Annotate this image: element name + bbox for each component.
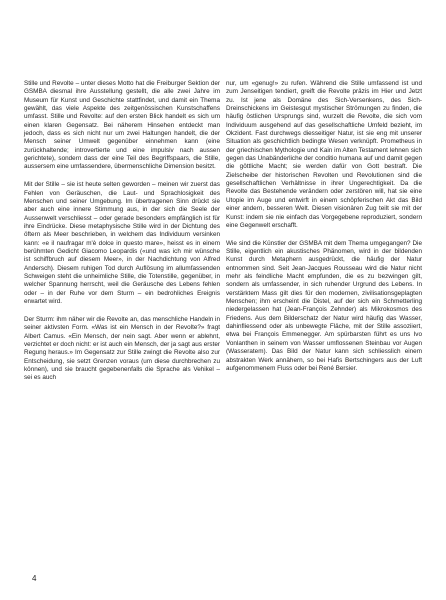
page-number: 4 (32, 574, 37, 583)
paragraph-mit-der-stille: Mit der Stille – sie ist heute selten geworden – meinen wir zuerst das Fehlen von Geräuschen, die Laut- und Sprachlosigkeit des Menschen und seiner Umgebung. Im übertragenen Sinn drückt sie aber auch eine innere Stimmung aus, in der sich die Seele der Aussenwelt verschliesst – oder gerade besonders empfänglich ist für ihre Eindrücke. Diese metaphysische Stille wird in der Dichtung des öftern als Meer beschrieben, in welchem das Individuum versinken kann: «e il naufragar m'è dolce in questo mare», heisst es in einem berühmten Gedicht Giacomo Leopardis («und was ich mir wünsche ist schiffbruch auf diesem Meer», in der Nachdichtung von Alfred Andersch). Diesem ruhigen Tod durch Auflösung im allumfassenden Schweigen steht die unheimliche Stille, die Totenstille, gegenüber, in welcher Spannung herrscht, weil die Geräusche des Lebens fehlen oder – in der Ruhe vor dem Sturm – ein bedrohliches Ereignis erwartet wird. (24, 181, 220, 306)
paragraph-revolte-continuation: nur, um «genug!» zu rufen. Während die Stille umfassend ist und zum Jenseitigen tendiert, greift die Revolte präzis im Hier und Jetzt zu. Ist jene als Domäne des Sich-Versenkens, des Sich-Dreinschickens im Geistesgut mystischer Strömungen zu finden, die häufig östlichen Ursprungs sind, wurzelt die Revolte, die sich vom Individuum ausgehend auf das gesellschaftliche Umfeld bezieht, im Okzident. Fast durchwegs diesseitiger Natur, ist sie eng mit unserer Situation als geschichtlich bedingte Wesen verknüpft. Prometheus in der griechischen Mythologie und Kain im Alten Testament lehnen sich gegen das Unabänderliche der conditio humana auf und damit gegen die göttliche Macht; sie werden dafür von Gott bestraft. Die Zielscheibe der historischen Revolten und Revolutionen sind die gesellschaftlichen Verhältnisse in ihrer Ungerechtigkeit. Da die Revolte das Bestehende verändern oder zerstören will, hat sie eine Utopie im Auge und entwirft in einem schöpferischen Akt das Bild einer andern, besseren Welt. Diesen visionären Zug teilt sie mit der Kunst: indem sie nie einfach das Vorgegebene reproduziert, sondern eine Gegenwelt erschafft. (226, 80, 422, 229)
paragraph-kuenstler-gsmba: Wie sind die Künstler der GSMBA mit dem Thema umgegangen? Die Stille, eigentlich ein akustisches Phänomen, wird in der bildenden Kunst durch Metaphern ausgedrückt, die häufig der Natur entnommen sind. Seit Jean-Jacques Rousseau wird die Natur nicht mehr als feindliche Macht empfunden, die es zu bezwingen gilt, sondern als umfassender, in sich ruhender Urgrund des Lebens. In verstärktem Mass gilt dies für den modernen, zivilisationsgeplagten Menschen; ihm erscheint die Distel, auf der sich ein Schmetterling niedergelassen hat (Jean-François Zehnder) als Mikrokosmos des Friedens. Aus dem Bilderschatz der Natur wird häufig das Wasser, dahinfliessend oder als unbewegte Fläche, mit der Stille assoziiert, etwa bei François Emmenegger. Am spürbarsten führt es uns Ivo Vonlanthen in seinem von Wasser umflossenen Steinbau vor Augen (Wasseratem). Das Bild der Natur kann sich schliesslich einem abstrakten Werk annähern, so bei Hafis Bertschingers aus der Luft aufgenommenem Fluss oder bei René Bersier. (226, 239, 422, 372)
paragraph-der-sturm: Der Sturm: ihm näher wir die Revolte an, das menschliche Handeln in seiner aktivsten Form. «Was ist ein Mensch in der Revolte?» fragt Albert Camus. «Ein Mensch, der nein sagt. Aber wenn er ablehnt, verzichtet er doch nicht: er ist auch ein Mensch, der ja sagt aus erster Regung heraus.» Im Gegensatz zur Stille zwingt die Revolte also zur Entscheidung, sie setzt Grenzen voraus (um diese durchbrechen zu können), und sie braucht gegebenenfalls die Sprache als Vehikel – sei es auch (24, 315, 220, 382)
left-column (24, 80, 220, 383)
paragraph-stille-und-revolte: Stille und Revolte – unter dieses Motto hat die Freiburger Sektion der GSMBA diesmal ihre Ausstellung gestellt, die alle zwei Jahre im Museum für Kunst und Geschichte stattfindet, und damit ein Thema gewählt, das viele Aspekte des zeitgenössischen Kunstschaffens umfasst. Stille und Revolte: auf den ersten Blick handelt es sich um einen klaren Gegensatz. Bei näherem Hinsehen entdeckt man jedoch, dass es sich nicht nur um zwei Haltungen handelt, die der Mensch seiner Umwelt gegenüber einnehmen kann (eine zurückhaltende; introvertierte und eine impulsiv nach aussen gerichtete), sondern dass der eine Teil des Begriffspaars, die Stille, aussersem eine umfassendere, übermenschliche Dimension besitzt. (24, 80, 220, 171)
right-column (226, 80, 422, 373)
